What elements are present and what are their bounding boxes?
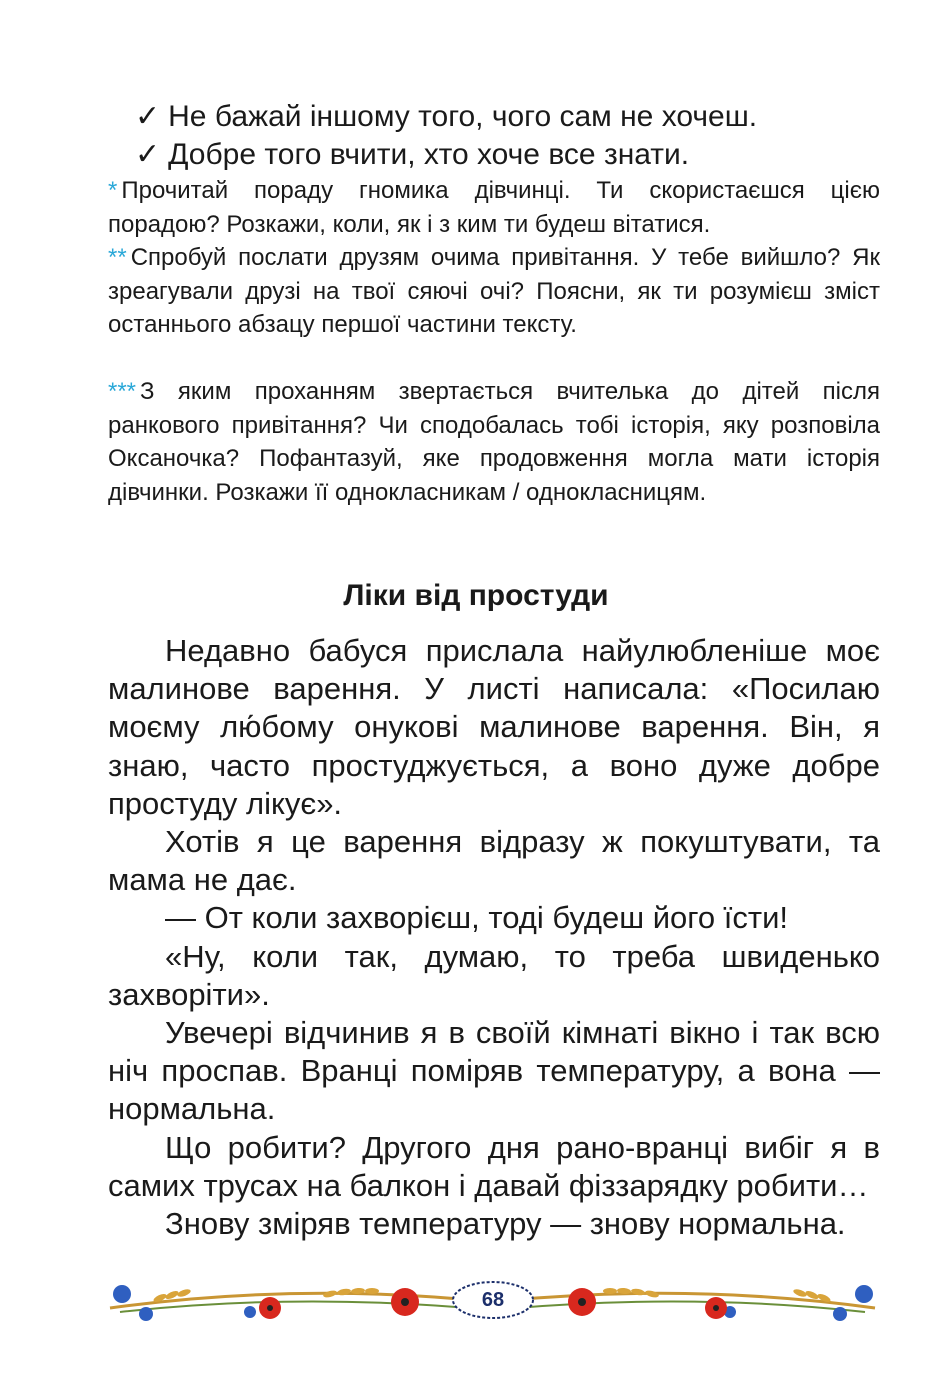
rule-line-1: [135, 98, 757, 136]
story-paragraph: Знову зміряв температуру — знову нормальна.: [165, 1206, 846, 1242]
rule-text: Добре того вчити, хто хоче все знати.: [168, 138, 690, 171]
story-body: [108, 632, 880, 1243]
task-stars: **: [108, 244, 127, 271]
task-level-2: [108, 241, 880, 342]
task-stars: ***: [108, 378, 137, 405]
check-icon: ✓: [135, 138, 161, 171]
check-icon: ✓: [135, 100, 161, 133]
task-text: З яким проханням звертається вчителька до дітей після ранкового привітання? Чи сподобалась тобі історія, яку розповіла Оксаночка? Пофантазуй, яке продовження могла мати історія дівчинки. Розкажи її однокласникам / однокласницям.: [108, 378, 880, 506]
rule-text: Не бажай іншому того, чого сам не хочеш.: [168, 100, 758, 133]
story-paragraph: Недавно бабуся прислала найулюбленіше моє малинове варення. У листі написала: «Посилаю моєму лю́бому онукові малинове варення. Він, я знаю, часто простуджується, а воно дуже добре простуду лікує».: [108, 633, 880, 821]
story-title: Ліки від простуди: [343, 579, 609, 612]
story-paragraph: «Ну, коли так, думаю, то треба швиденько захворіти».: [108, 938, 880, 1012]
story-paragraph: — От коли захворієш, тоді будеш його їсти!: [165, 900, 789, 936]
task-text: Прочитай пораду гномика дівчинці. Ти скористаєшся цією порадою? Розкажи, коли, як і з ким ти будеш вітатися.: [108, 177, 880, 238]
rule-line-2: [135, 136, 689, 174]
story-paragraph: Хотів я це варення відразу ж покуштувати, та мама не дає.: [108, 824, 880, 898]
task-text: Спробуй послати друзям очима привітання. У тебе вийшло? Як зреагували друзі на твої сяючі очі? Поясни, як ти розумієш зміст останнього абзацу першої частини тексту.: [108, 244, 880, 338]
task-level-3: [108, 375, 880, 509]
story-paragraph: Що робити? Другого дня рано-вранці вибіг я в самих трусах на балкон і давай фіззарядку робити…: [108, 1129, 880, 1203]
story-paragraph: Увечері відчинив я в своїй кімнаті вікно і так всю ніч проспав. Вранці поміряв температуру, а вона — нормальна.: [108, 1015, 880, 1127]
task-stars: *: [108, 177, 118, 204]
task-level-1: [108, 174, 880, 241]
page-number: 68: [481, 1289, 505, 1311]
